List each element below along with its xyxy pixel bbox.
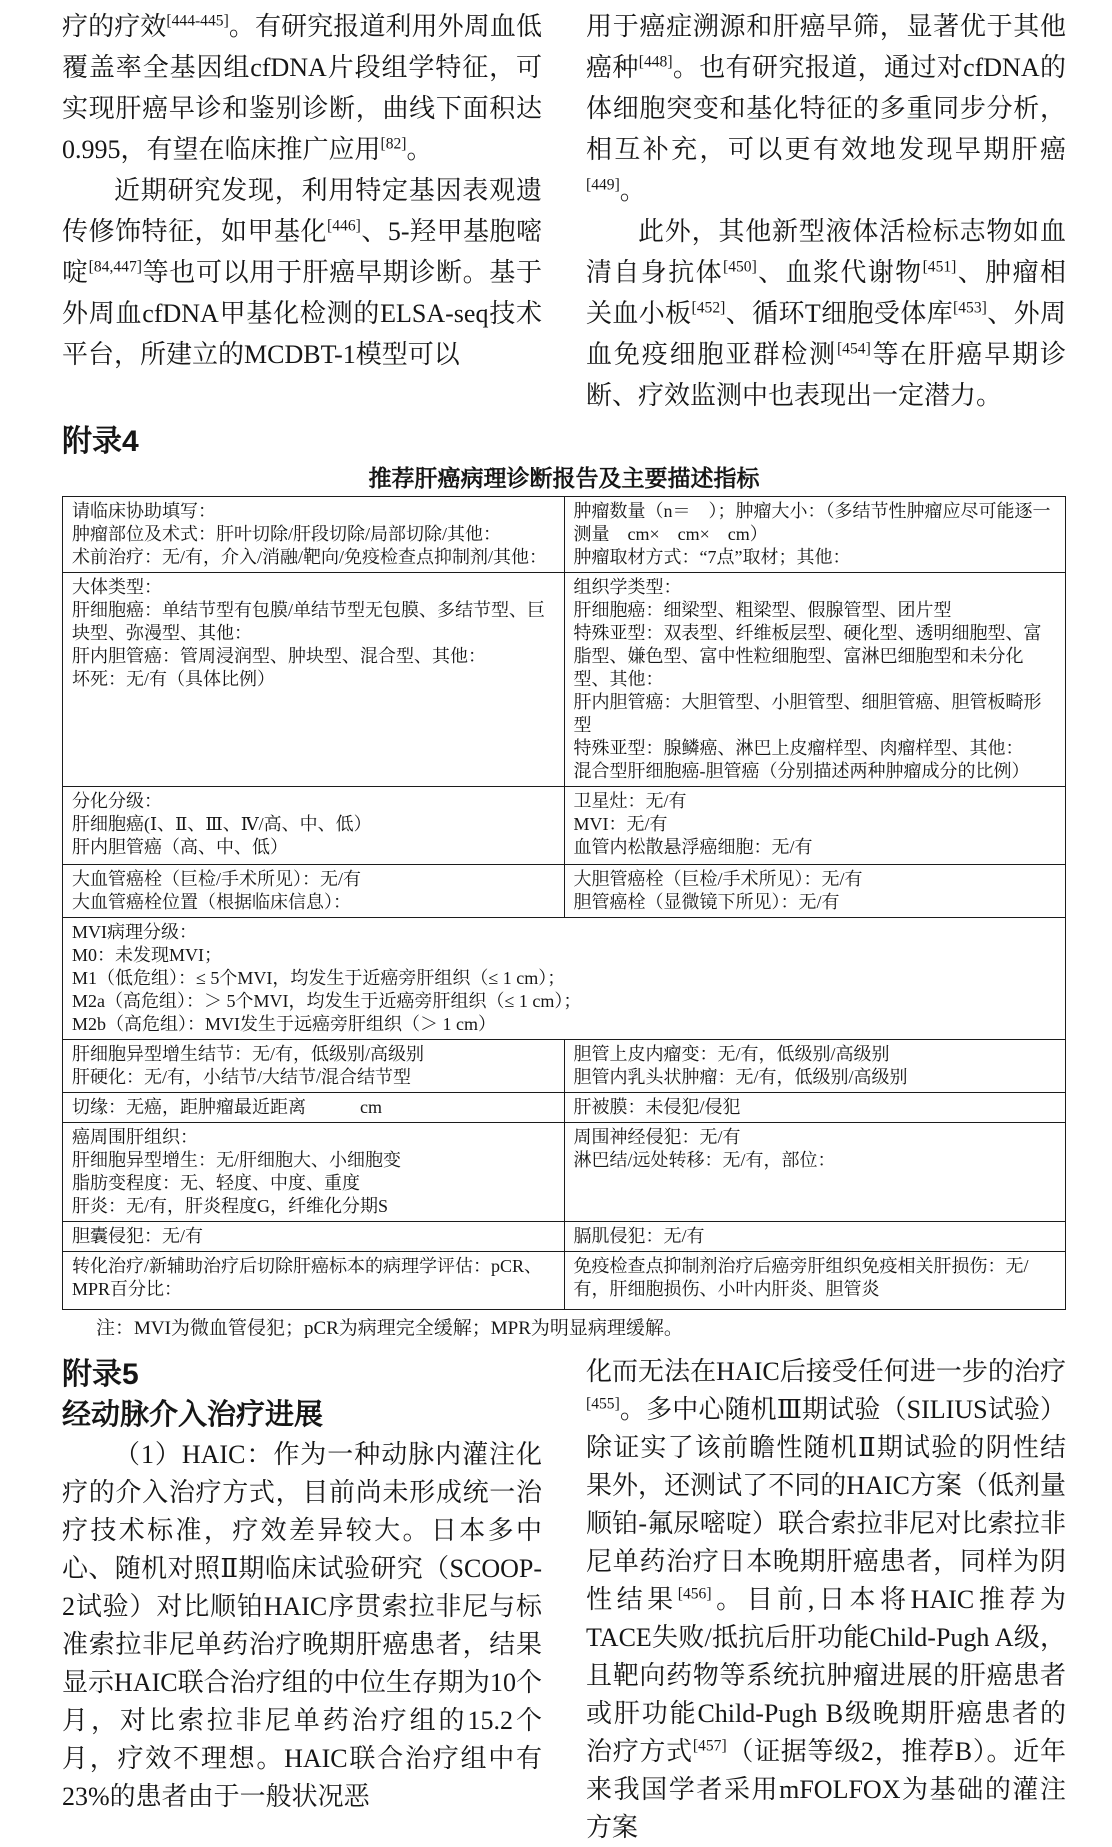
field-line: 肝内胆管癌：大胆管型、小胆管型、细胆管癌、胆管板畸形型 — [573, 692, 1042, 735]
appendix5-left-text — [62, 1436, 542, 1816]
reference-superscript: [448] — [638, 53, 673, 71]
field-line: 卫星灶：无/有 — [573, 791, 687, 811]
field-line: 肝内胆管癌：管周浸润型、肿块型、混合型、其他： — [72, 646, 486, 666]
table-row — [63, 1222, 1066, 1252]
paragraph: 疗的疗效[444-445]。有研究报道利用外周血低覆盖率全基因组cfDNA片段组学特征，可实现肝癌早诊和鉴别诊断，曲线下面积达0.995，有望在临床推广应用[82]。 — [62, 12, 542, 164]
paragraph: 用于癌症溯源和肝癌早筛，显著优于其他癌种[448]。也有研究报道，通过对cfDNA的体细胞突变和基化特征的多重同步分析，相互补充，可以更有效地发现早期肝癌[449]。 — [586, 12, 1066, 205]
table-cell — [63, 1222, 565, 1252]
table-cell — [564, 1040, 1066, 1093]
field-line: 胆管内乳头状肿瘤：无/有，低级别/高级别 — [573, 1067, 908, 1087]
reference-superscript: [84,447] — [88, 258, 142, 276]
appendix5-heading: 附录5 — [62, 1358, 139, 1391]
field-line: 肿瘤取材方式：“7点”取材；其他： — [573, 547, 851, 567]
top-text-section — [62, 6, 1066, 416]
reference-superscript: [457] — [692, 1737, 727, 1755]
field-line: 大血管癌栓位置（根据临床信息）： — [72, 892, 351, 912]
field-line: 肝细胞癌：细梁型、粗梁型、假腺管型、团片型 — [573, 600, 952, 620]
reference-superscript: [452] — [691, 299, 726, 317]
field-line: M1（低危组）：≤ 5个MVI，均发生于近癌旁肝组织（≤ 1 cm）； — [72, 968, 566, 988]
bottom-text-section — [62, 1349, 1066, 1847]
field-line: 组织学类型： — [573, 577, 682, 597]
table-row — [63, 918, 1066, 1040]
reference-superscript: [456] — [677, 1585, 712, 1603]
table-cell — [63, 1252, 565, 1310]
field-line: 大血管癌栓（巨检/手术所见）：无/有 — [72, 869, 362, 889]
field-line: 肝细胞异型增生：无/肝细胞大、小细胞变 — [72, 1150, 401, 1170]
field-line: 特殊亚型：腺鳞癌、淋巴上皮瘤样型、肉瘤样型、其他： — [573, 738, 1024, 758]
appendix4-heading: 附录4 — [62, 425, 139, 458]
table-cell — [63, 1040, 565, 1093]
field-line: 肿瘤数量（n＝ ）；肿瘤大小：（多结节性肿瘤应尽可能逐一测量 cm× cm× cm） — [573, 501, 1051, 544]
table-note: 注：MVI为微血管侵犯；pCR为病理完全缓解；MPR为明显病理缓解。 — [96, 1318, 683, 1339]
bottom-right-column — [586, 1349, 1066, 1847]
field-line: M0：未发现MVI； — [72, 945, 223, 965]
field-line: MVI病理分级： — [72, 922, 197, 942]
field-line: 术前治疗：无/有，介入/消融/靶向/免疫检查点抑制剂/其他： — [72, 547, 548, 567]
table-cell — [564, 1123, 1066, 1222]
table-row — [63, 1123, 1066, 1222]
reference-superscript: [444-445] — [166, 12, 229, 30]
field-line: 大体类型： — [72, 577, 162, 597]
reference-superscript: [455] — [586, 1395, 620, 1413]
top-left-column — [62, 6, 542, 416]
table-cell — [63, 1093, 565, 1123]
field-line: 淋巴结/远处转移：无/有，部位： — [573, 1150, 836, 1170]
reference-superscript: [453] — [953, 299, 987, 317]
table-cell — [564, 573, 1066, 787]
table-row — [63, 1252, 1066, 1310]
field-line: 膈肌侵犯：无/有 — [573, 1226, 705, 1246]
paragraph: 此外，其他新型液体活检标志物如血清自身抗体[450]、血浆代谢物[451]、肿瘤相关血小板[452]、循环T细胞受体库[453]、外周血免疫细胞亚群检测[454]等在肝癌早期诊断、疗效监测中也表现出一定潜力。 — [586, 217, 1066, 410]
table-cell — [63, 497, 565, 573]
table-cell — [564, 865, 1066, 918]
field-line: 周围神经侵犯：无/有 — [573, 1127, 741, 1147]
table-cell — [63, 573, 565, 787]
field-line: 免疫检查点抑制剂治疗后癌旁肝组织免疫相关肝损伤：无/有，肝细胞损伤、小叶内肝炎、胆管炎 — [573, 1256, 1029, 1299]
field-line: 胆囊侵犯：无/有 — [72, 1226, 204, 1246]
field-line: 胆管上皮内瘤变：无/有，低级别/高级别 — [573, 1044, 890, 1064]
field-line: 血管内松散悬浮癌细胞：无/有 — [573, 837, 813, 857]
pathology-report-table-body — [63, 497, 1066, 1310]
field-line: 混合型肝细胞癌-胆管癌（分别描述两种肿瘤成分的比例） — [573, 761, 1030, 781]
table-row — [63, 865, 1066, 918]
table-cell — [564, 787, 1066, 865]
field-line: 分化分级： — [72, 791, 162, 811]
field-line: 肝硬化：无/有，小结节/大结节/混合结节型 — [72, 1067, 412, 1087]
field-line: 特殊亚型：双表型、纤维板层型、硬化型、透明细胞型、富脂型、嫌色型、富中性粒细胞型、富淋巴细胞型和未分化型、其他： — [573, 623, 1042, 689]
paragraph: 近期研究发现，利用特定基因表观遗传修饰特征，如甲基化[446]、5-羟甲基胞嘧啶[84,447]等也可以用于肝癌早期诊断。基于外周血cfDNA甲基化检测的ELSA-seq技术平台，所建立的MCDBT-1模型可以 — [62, 176, 542, 369]
field-line: 坏死：无/有（具体比例） — [72, 669, 275, 689]
field-line: 肝细胞癌(Ⅰ、Ⅱ、Ⅲ、Ⅳ/高、中、低） — [72, 814, 372, 834]
appendix5-subheading: 经动脉介入治疗进展 — [62, 1399, 324, 1431]
table-row — [63, 573, 1066, 787]
field-line: 癌周围肝组织： — [72, 1127, 198, 1147]
table-cell — [63, 787, 565, 865]
pathology-report-table — [62, 496, 1066, 1310]
field-line: 脂肪变程度：无、轻度、中度、重度 — [72, 1173, 360, 1193]
reference-superscript: [454] — [836, 340, 871, 358]
reference-superscript: [449] — [586, 176, 620, 194]
table-cell — [564, 1093, 1066, 1123]
table-row — [63, 1040, 1066, 1093]
reference-superscript: [82] — [380, 135, 407, 153]
field-line: 肝细胞异型增生结节：无/有，低级别/高级别 — [72, 1044, 424, 1064]
field-line: 切缘：无癌，距肿瘤最近距离 cm — [72, 1097, 382, 1117]
field-line: 肝被膜：未侵犯/侵犯 — [573, 1097, 741, 1117]
table-row — [63, 787, 1066, 865]
paragraph: （1）HAIC：作为一种动脉内灌注化疗的介入治疗方式，目前尚未形成统一治疗技术标准，疗效差异较大。日本多中心、随机对照Ⅱ期临床试验研究（SCOOP-2试验）对比顺铂HAIC序贯索拉非尼与标准索拉非尼单药治疗晚期肝癌患者，结果显示HAIC联合治疗组的中位生存期为10个月，对比索拉非尼单药治疗组的15.2个月，疗效不理想。HAIC联合治疗组中有23%的患者由于一般状况恶 — [62, 1440, 542, 1811]
reference-superscript: [450] — [723, 258, 757, 276]
table-cell — [63, 865, 565, 918]
table-row — [63, 497, 1066, 573]
top-right-column — [586, 6, 1066, 416]
field-line: 请临床协助填写： — [72, 501, 216, 521]
field-line: 肝炎：无/有，肝炎程度G，纤维化分期S — [72, 1196, 389, 1216]
table-cell — [63, 918, 1066, 1040]
table-cell — [564, 1222, 1066, 1252]
field-line: 大胆管癌栓（巨检/手术所见）：无/有 — [573, 869, 863, 889]
field-line: M2a（高危组）：＞ 5个MVI，均发生于近癌旁肝组织（≤ 1 cm）； — [72, 991, 582, 1011]
paragraph: 化而无法在HAIC后接受任何进一步的治疗[455]。多中心随机Ⅲ期试验（SILIUS试验）除证实了该前瞻性随机Ⅱ期试验的阴性结果外，还测试了不同的HAIC方案（低剂量顺铂-氟尿嘧啶）联合索拉非尼对比索拉非尼单药治疗日本晚期肝癌患者，同样为阴性结果[456]。目前,日本将HAIC推荐为TACE失败/抵抗后肝功能Child-Pugh A级，且靶向药物等系统抗肿瘤进展的肝癌患者或肝功能Child-Pugh B级晚期肝癌患者的治疗方式[457]（证据等级2，推荐B）。近年来我国学者采用mFOLFOX为基础的灌注方案 — [586, 1357, 1066, 1842]
table-cell — [63, 1123, 565, 1222]
field-line: 转化治疗/新辅助治疗后切除肝癌标本的病理学评估：pCR、MPR百分比： — [72, 1256, 543, 1299]
bottom-left-column — [62, 1349, 542, 1847]
table-cell — [564, 497, 1066, 573]
field-line: MVI：无/有 — [573, 814, 668, 834]
reference-superscript: [451] — [922, 258, 957, 276]
table-title: 推荐肝癌病理诊断报告及主要描述指标 — [368, 465, 760, 491]
table-cell — [564, 1252, 1066, 1310]
field-line: M2b（高危组）：MVI发生于远癌旁肝组织（＞ 1 cm） — [72, 1014, 496, 1034]
field-line: 肿瘤部位及术式：肝叶切除/肝段切除/局部切除/其他： — [72, 524, 502, 544]
field-line: 肝内胆管癌（高、中、低） — [72, 837, 288, 857]
table-row — [63, 1093, 1066, 1123]
field-line: 胆管癌栓（显微镜下所见）：无/有 — [573, 892, 840, 912]
field-line: 肝细胞癌：单结节型有包膜/单结节型无包膜、多结节型、巨块型、弥漫型、其他： — [72, 600, 545, 643]
reference-superscript: [446] — [327, 217, 361, 235]
